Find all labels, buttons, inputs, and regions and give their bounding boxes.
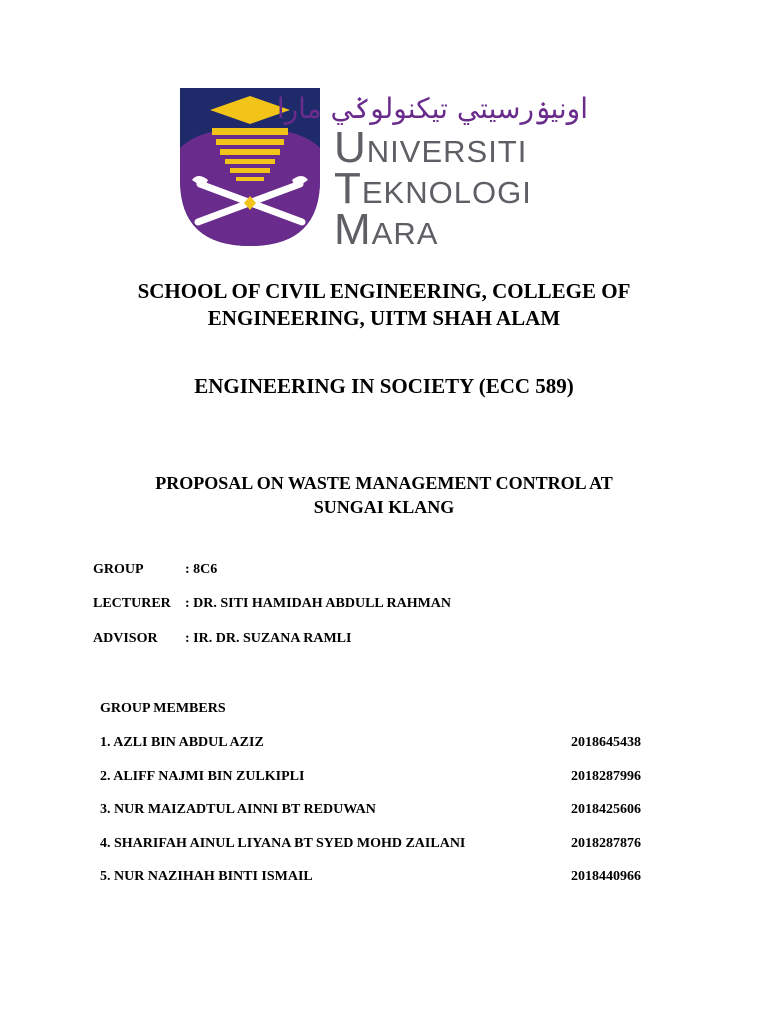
wordmark-line-mara: Mara bbox=[334, 205, 439, 254]
university-wordmark bbox=[334, 123, 532, 254]
course-heading: ENGINEERING IN SOCIETY (ECC 589) bbox=[194, 374, 574, 398]
school-heading bbox=[0, 278, 768, 332]
list-item bbox=[100, 735, 660, 769]
wordmark-line-teknologi: Teknologi bbox=[334, 164, 532, 213]
svg-text:اونيۏرسيتي تيكنولوݢي مارا: اونيۏرسيتي تيكنولوݢي مارا bbox=[276, 92, 588, 125]
list-item bbox=[100, 802, 660, 836]
member-id: 2018645438 bbox=[571, 735, 641, 750]
group-row bbox=[93, 562, 217, 578]
list-item bbox=[100, 869, 660, 903]
advisor-label: ADVISOR bbox=[93, 631, 158, 646]
wordmark-line-universiti: Universiti bbox=[334, 123, 528, 172]
list-item bbox=[100, 769, 660, 803]
member-id: 2018287876 bbox=[571, 835, 641, 851]
jawi-script-text bbox=[276, 86, 590, 128]
member-id: 2018440966 bbox=[571, 869, 641, 884]
member-name: 4. SHARIFAH AINUL LIYANA BT SYED MOHD ZAILANI bbox=[100, 835, 466, 851]
member-name: 3. NUR MAIZADTUL AINNI BT REDUWAN bbox=[100, 802, 376, 817]
member-name: 2. ALIFF NAJMI BIN ZULKIPLI bbox=[100, 768, 305, 784]
group-members-title: GROUP MEMBERS bbox=[100, 701, 226, 716]
lecturer-value: : DR. SITI HAMIDAH ABDULL RAHMAN bbox=[185, 596, 452, 611]
list-item bbox=[100, 836, 660, 870]
uitm-logo bbox=[180, 86, 600, 254]
advisor-value: : IR. DR. SUZANA RAMLI bbox=[185, 631, 352, 646]
lecturer-row bbox=[93, 596, 451, 612]
advisor-row bbox=[93, 631, 351, 647]
group-label: GROUP bbox=[93, 562, 144, 577]
proposal-heading bbox=[0, 471, 768, 519]
member-name: 1. AZLI BIN ABDUL AZIZ bbox=[100, 735, 264, 750]
group-value: : 8C6 bbox=[185, 562, 218, 577]
school-heading-line-1: SCHOOL OF CIVIL ENGINEERING, COLLEGE OF bbox=[137, 279, 631, 303]
proposal-heading-line-1: PROPOSAL ON WASTE MANAGEMENT CONTROL AT bbox=[155, 473, 613, 493]
member-name: 5. NUR NAZIHAH BINTI ISMAIL bbox=[100, 869, 313, 884]
member-id: 2018425606 bbox=[571, 802, 641, 817]
member-id: 2018287996 bbox=[571, 768, 641, 784]
proposal-heading-line-2: SUNGAI KLANG bbox=[313, 497, 455, 517]
school-heading-line-2: ENGINEERING, UITM SHAH ALAM bbox=[207, 306, 561, 330]
group-members-list bbox=[100, 735, 660, 903]
lecturer-label: LECTURER bbox=[93, 596, 171, 611]
